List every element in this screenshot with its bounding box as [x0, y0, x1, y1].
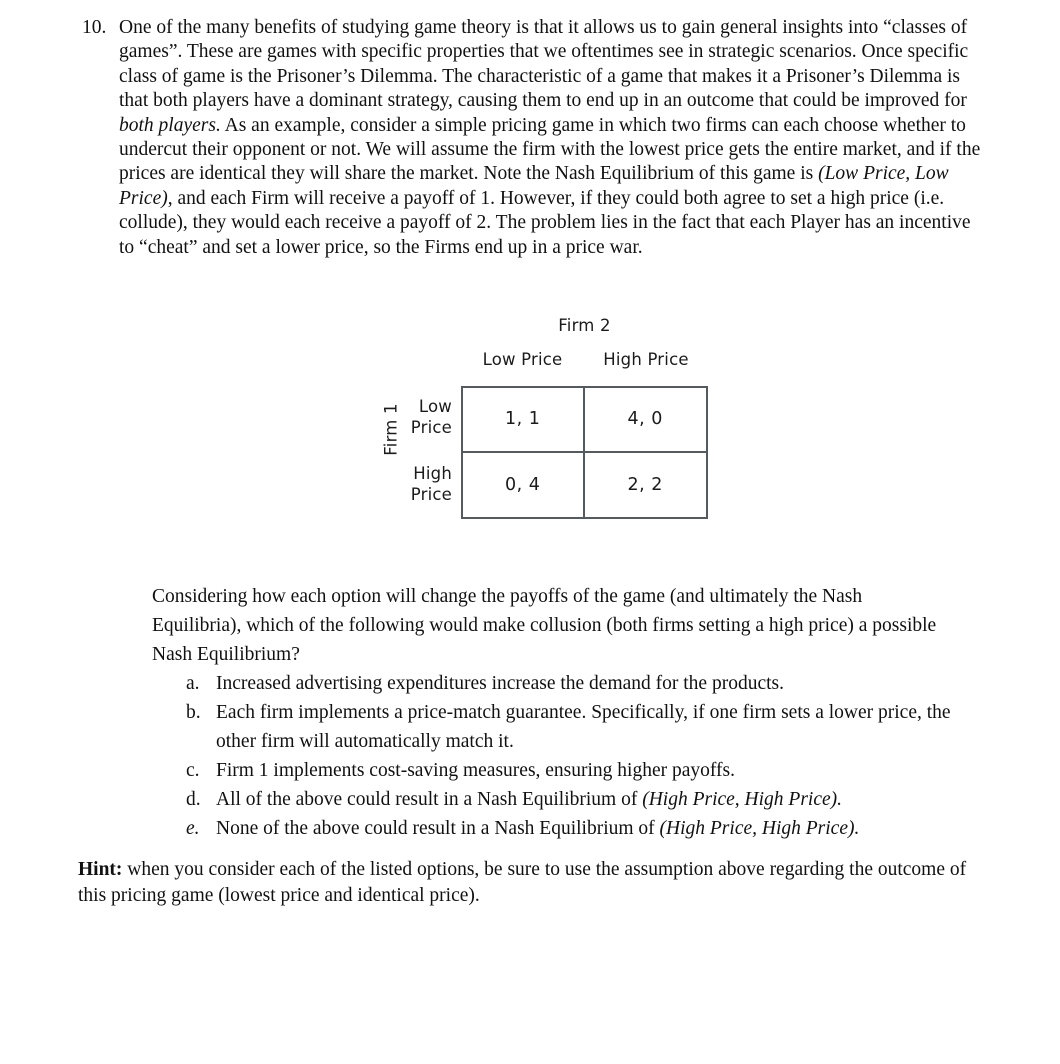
- matrix-row-header-low-price-line2: Price: [410, 418, 452, 437]
- option-a[interactable]: [152, 669, 952, 698]
- option-b[interactable]: [152, 698, 952, 756]
- text-run: (High Price, High Price).: [659, 818, 860, 839]
- question-block: [82, 16, 987, 260]
- option-c[interactable]: [152, 756, 952, 785]
- text-run: both players.: [119, 114, 221, 136]
- option-letter: d.: [186, 789, 201, 810]
- text-run: Firm 1 implements cost-saving measures, ensuring higher payoffs.: [216, 760, 736, 781]
- matrix-row-header-low-price-line1: Low: [418, 397, 452, 416]
- option-e[interactable]: [152, 814, 952, 843]
- text-run: Increased advertising expenditures increase the demand for the products.: [216, 673, 784, 694]
- question-number: 10.: [82, 17, 107, 38]
- followup-block: [152, 582, 952, 843]
- matrix-column-header-high-price: High Price: [603, 350, 689, 369]
- option-letter: c.: [186, 760, 200, 781]
- matrix-column-header-low-price: Low Price: [482, 350, 563, 369]
- matrix-column-player-label: Firm 2: [558, 316, 611, 335]
- question-row: [82, 16, 987, 260]
- hint-label: Hint:: [78, 859, 123, 880]
- hint-text: when you consider each of the listed options, be sure to use the assumption above regarding the outcome of this pricing game (lowest price and identical price).: [78, 859, 967, 906]
- matrix-cell-low-high: 4, 0: [585, 388, 707, 453]
- matrix-row-header-high-price-line2: Price: [410, 485, 452, 504]
- matrix-cell-high-low: 0, 4: [463, 453, 585, 518]
- option-letter: a.: [186, 673, 200, 694]
- matrix-grid: [461, 386, 708, 519]
- option-text: [216, 814, 952, 843]
- text-run: , and each Firm will receive a payoff of 1. However, if they could both agree to set a high price (i.e. collude), they would each receive a payoff of 2. The problem lies in the fact that each Player has an incentive to “cheat” and set a lower price, so the Firms end up in a price war.: [119, 187, 971, 258]
- payoff-matrix: [355, 316, 715, 531]
- matrix-cell-high-high: 2, 2: [627, 474, 663, 495]
- option-letter: b.: [186, 702, 201, 723]
- option-text: [216, 669, 952, 698]
- text-run: (High Price, High Price).: [642, 789, 843, 810]
- matrix-row-header-high-price: [375, 463, 452, 505]
- text-run: Each firm implements a price-match guarantee. Specifically, if one firm sets a lower price, the other firm will automatically match it.: [216, 702, 951, 752]
- followup-prompt: Considering how each option will change the payoffs of the game (and ultimately the Nash Equilibria), which of the following would make collusion (both firms setting a high price) a possible Nash Equilibrium?: [152, 586, 937, 665]
- text-run: As an example, consider a simple pricing game in which two firms can each choose whether to undercut their opponent or not. We will assume the firm with the lowest price gets the entire market, and if the prices are identical they will share the market. Note the Nash Equilibrium of this game is: [119, 114, 981, 185]
- matrix-cell-low-low: 1, 1: [463, 388, 585, 453]
- option-text: [216, 785, 952, 814]
- question-paragraph: [119, 16, 987, 260]
- options-list: [152, 669, 952, 843]
- matrix-row-header-low-price: [375, 396, 452, 438]
- matrix-row-header-high-price-line1: High: [413, 464, 452, 483]
- question-paragraph-text: [119, 16, 987, 260]
- text-run: (Low Price, Low Price): [119, 163, 949, 209]
- hint-block: [78, 857, 978, 909]
- option-letter: e.: [186, 818, 200, 839]
- matrix-row-player-label: Firm 1: [381, 403, 401, 456]
- option-d[interactable]: [152, 785, 952, 814]
- text-run: None of the above could result in a Nash Equilibrium of: [216, 818, 660, 839]
- text-run: One of the many benefits of studying game theory is that it allows us to gain general insights into “classes of games”. These are games with specific properties that we oftentimes see in strategic scenarios. Once specific class of game is the Prisoner’s Dilemma. The characteristic of a game that makes it a Prisoner’s Dilemma is that both players have a dominant strategy, causing them to end up in an outcome that could be improved for: [119, 17, 969, 112]
- option-text: [216, 756, 952, 785]
- text-run: All of the above could result in a Nash Equilibrium of: [216, 789, 643, 810]
- option-text: [216, 698, 952, 756]
